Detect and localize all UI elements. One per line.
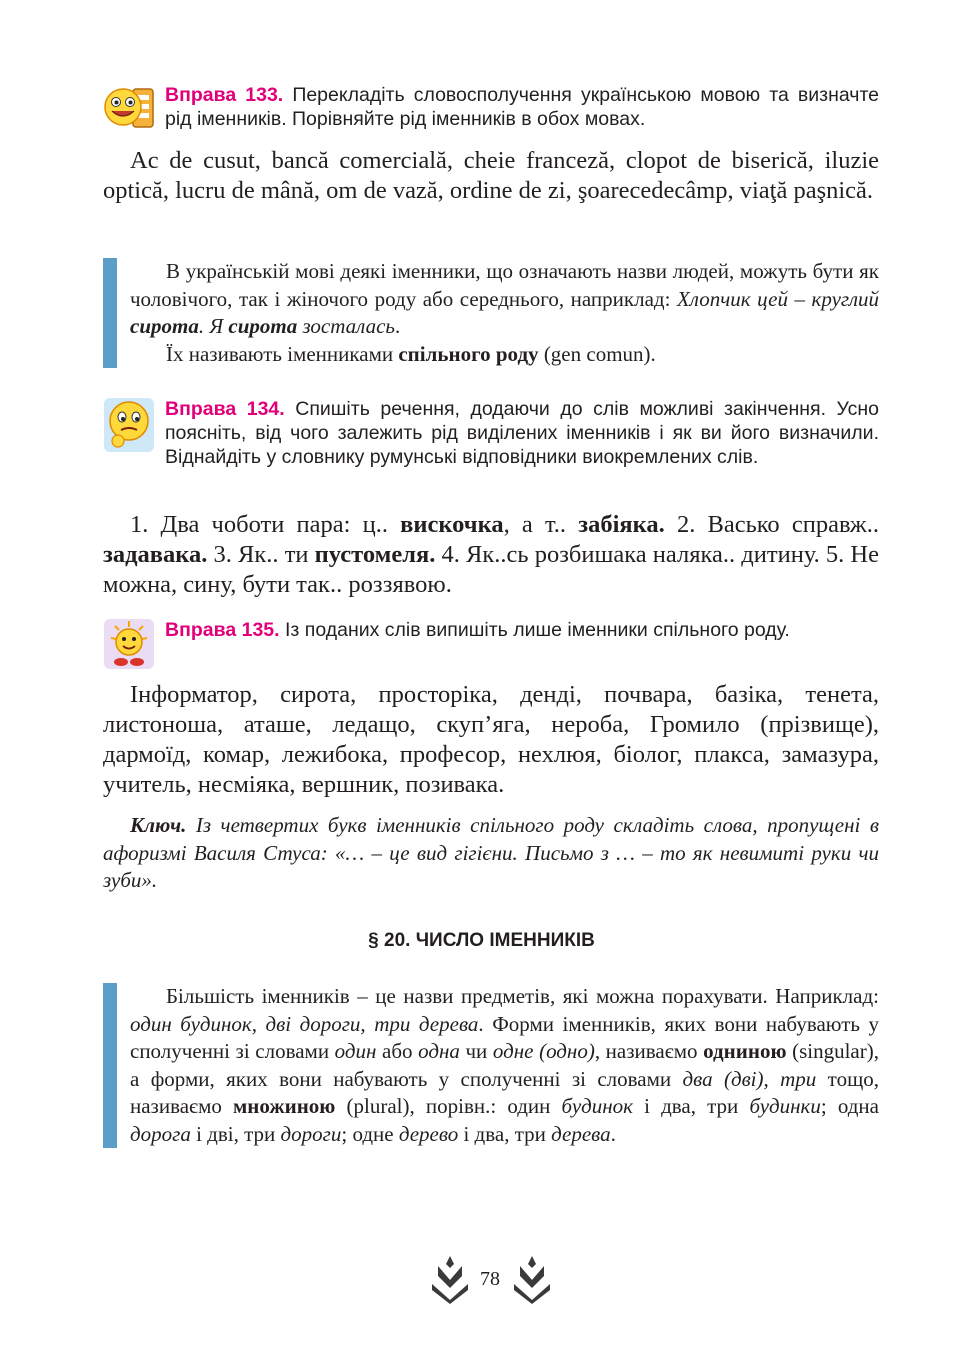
rule-box-common-gender: В українській мові деякі іменники, що означають назви людей, можуть бути як чоловічого, так і жіночого роду або середнього, наприклад: Хлопчик цей – круглий сирота. Я сирота зосталась. Їх називають іменниками спільного роду (gen comun).	[103, 258, 879, 368]
rule-box-number: Більшість іменників – це назви предметів, які можна порахувати. Наприклад: один будинок, дві дороги, три дерева. Форми іменників, яких вони набувають у сполученні зі словами один або одна чи одне (одно), називаємо одниною (singular), а форми, яких вони набувають у сполученні зі словами два (дві), три тощо, називаємо множиною (plural), порівн.: один будинок і два, три будинки; одна дорога і дві, три дороги; одне дерево і два, три дерева.	[103, 983, 879, 1148]
exercise-133-text: Ac de cusut, bancă comercială, cheie franceză, clopot de biserică, iluzie optică, lucru de mână, om de vază, ordine de zi, şoarecedecâmp, viaţă paşnică.	[103, 147, 879, 204]
exercise-133	[103, 83, 879, 131]
exercise-label: Вправа 135.	[165, 619, 280, 641]
exercise-instruction: Спишіть речення, додаючи до слів можливі закінчення. Усно поясніть, від чого залежить рід виділених іменників і як ви його визначили. Віднайдіть у словнику румунські відповідники виокремлених слів.	[165, 398, 879, 468]
exercise-135	[103, 618, 879, 642]
rule-accent-bar	[103, 983, 117, 1148]
exercise-instruction: Із поданих слів випишіть лише іменники спільного роду.	[279, 619, 790, 641]
sun-smiley-icon	[103, 618, 155, 670]
exercise-134	[103, 397, 879, 469]
ornament-left-icon	[428, 1254, 472, 1304]
page-footer	[0, 1250, 963, 1310]
key-note: Ключ. Із четвертих букв іменників спільного роду складіть слова, пропущені в афоризмі Василя Стуса: «… – це вид гігієни. Письмо з … – то як невимиті руки чи зуби».	[103, 813, 879, 892]
thinking-smiley-icon	[103, 397, 155, 453]
page-number: 78	[480, 1268, 500, 1290]
exercise-instruction: Перекладіть словосполучення українською мовою та визначте рід іменників. Порівняйте рід іменників в обох мовах.	[165, 84, 880, 130]
rule-accent-bar	[103, 258, 117, 368]
exercise-label: Вправа 133.	[165, 84, 284, 106]
exercise-label: Вправа 134.	[165, 398, 285, 420]
section-heading: § 20. ЧИСЛО ІМЕННИКІВ	[368, 930, 595, 951]
exercise-134-text: 1. Два чоботи пара: ц.. вискочка, а т.. забіяка. 2. Васько справж.. задавака. 3. Як.. ти пустомеля. 4. Як..сь розбишака наляка.. дитину. 5. Не можна, сину, бути так.. роззявою.	[103, 511, 879, 598]
smiley-book-icon	[103, 83, 155, 131]
exercise-135-text: Інформатор, сирота, просторіка, денді, почвара, базіка, тенета, листоноша, аташе, ледащо, скуп’яга, нероба, Громило (прізвище), дармоїд, комар, лежибока, професор, нехлюя, біолог, плакса, замазура, учитель, несміяка, вершник, позивака.	[103, 681, 879, 798]
ornament-right-icon	[510, 1254, 554, 1304]
